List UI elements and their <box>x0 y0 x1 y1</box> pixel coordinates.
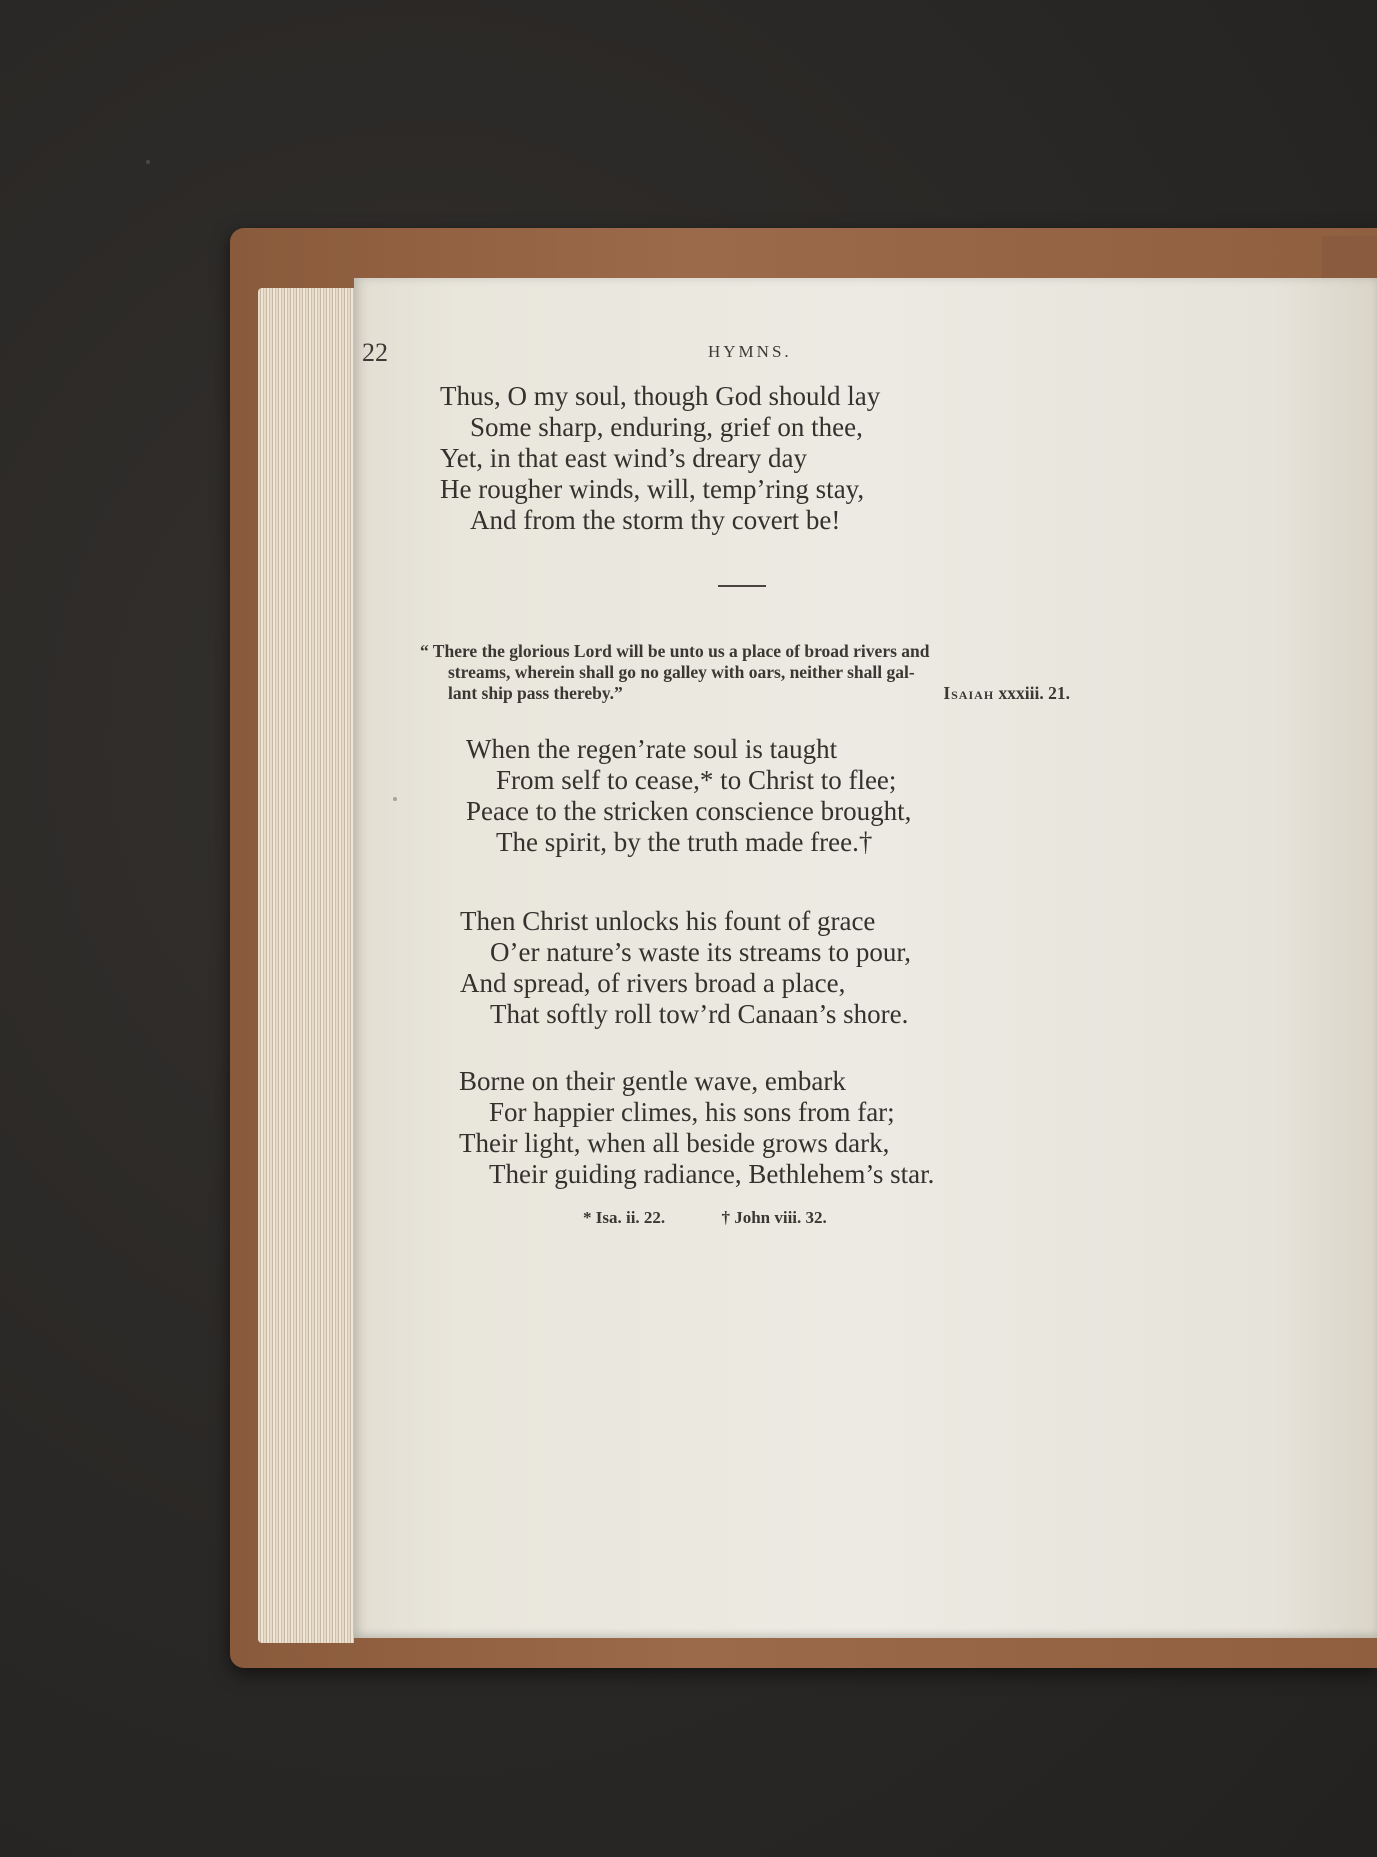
page-number: 22 <box>362 338 388 367</box>
epigraph-line: streams, wherein shall go no galley with oars, neither shall gal- <box>448 662 915 682</box>
verse-line: Thus, O my soul, though God should lay <box>440 381 881 411</box>
stanza-4 <box>459 1066 934 1190</box>
verse-line: When the regen’rate soul is taught <box>466 734 838 764</box>
verse-line: Their light, when all beside grows dark, <box>459 1128 890 1158</box>
verse-line: Then Christ unlocks his fount of grace <box>460 906 876 936</box>
verse-line: Borne on their gentle wave, embark <box>459 1066 846 1096</box>
verse-line: O’er nature’s waste its streams to pour, <box>490 937 912 967</box>
verse-line: That softly roll tow’rd Canaan’s shore. <box>490 999 909 1029</box>
verse-line: Some sharp, enduring, grief on thee, <box>470 412 863 442</box>
verse-line: And from the storm thy covert be! <box>470 505 841 535</box>
epigraph <box>420 641 1076 704</box>
page-edges <box>258 288 354 1643</box>
epigraph-text: lant ship pass thereby.” <box>448 683 623 703</box>
verse-line: Peace to the stricken conscience brought, <box>466 796 912 826</box>
running-title: HYMNS. <box>708 342 792 361</box>
section-divider <box>718 585 766 587</box>
epigraph-line <box>420 683 1076 704</box>
verse-line: And spread, of rivers broad a place, <box>460 968 846 998</box>
verse-line: Their guiding radiance, Bethlehem’s star. <box>489 1159 935 1189</box>
dust-speck <box>146 160 150 164</box>
stanza-3 <box>460 906 911 1030</box>
footnote: † John viii. 32. <box>721 1208 827 1227</box>
verse-line: For happier climes, his sons from far; <box>489 1097 895 1127</box>
stanza-1 <box>440 381 880 536</box>
verse-line: Yet, in that east wind’s dreary day <box>440 443 807 473</box>
verse-line: The spirit, by the truth made free.† <box>496 827 873 857</box>
citation-reference: xxxiii. 21. <box>998 683 1070 703</box>
footnote: * Isa. ii. 22. <box>583 1208 666 1227</box>
citation-book: Isaiah <box>943 683 995 703</box>
footnotes <box>583 1208 879 1228</box>
verse-line: He rougher winds, will, temp’ring stay, <box>440 474 865 504</box>
epigraph-citation <box>943 683 1070 704</box>
verse-line: From self to cease,* to Christ to flee; <box>496 765 897 795</box>
epigraph-line: “ There the glorious Lord will be unto us a place of broad rivers and <box>420 641 930 661</box>
dust-speck <box>393 797 397 801</box>
stanza-2 <box>466 734 911 858</box>
